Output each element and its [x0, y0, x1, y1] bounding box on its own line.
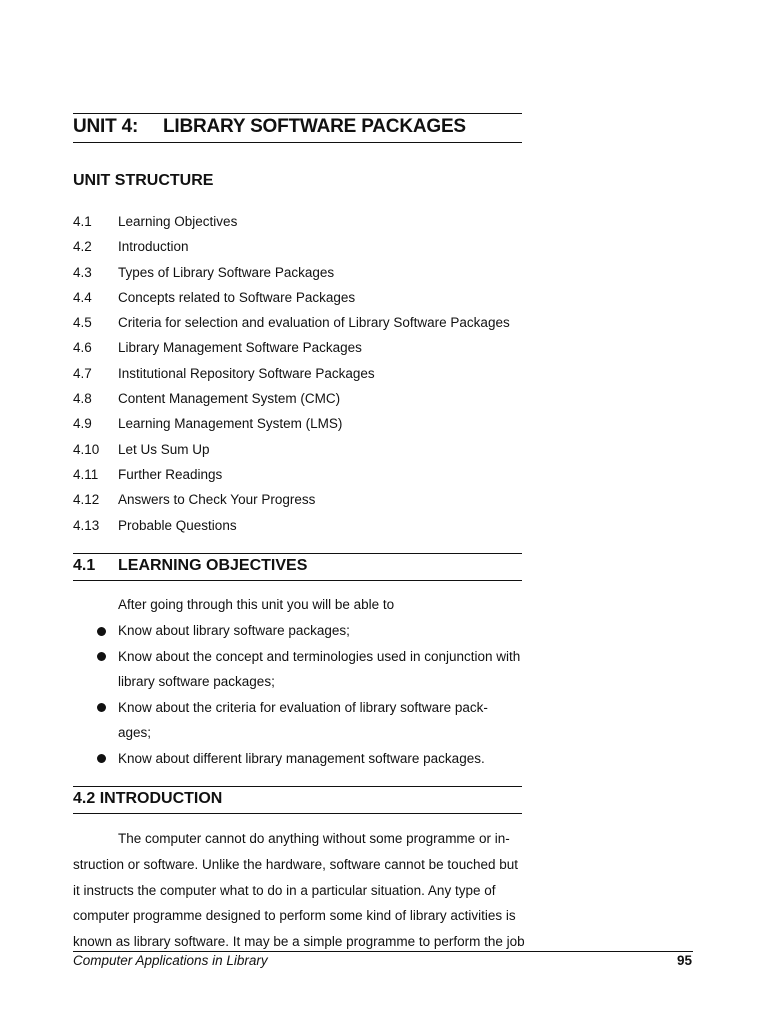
objective-item: Know about the concept and terminologies used in conjunction with library software packages;	[73, 644, 533, 695]
paragraph-line: The computer cannot do anything without some programme or in-	[118, 831, 510, 846]
objective-item: Know about different library management software packages.	[73, 746, 533, 772]
toc-item: 4.10 Let Us Sum Up	[73, 441, 210, 457]
bullet-icon	[97, 754, 106, 763]
objective-item: Know about library software packages;	[73, 618, 533, 644]
toc-item: 4.8 Content Management System (CMC)	[73, 391, 341, 407]
bullet-icon	[97, 627, 106, 636]
page-number: 95	[676, 953, 692, 968]
unit-number: UNIT 4:	[73, 116, 139, 137]
toc-item: 4.1 Learning Objectives	[73, 214, 238, 229]
toc-item: 4.7 Institutional Repository Software Packages	[73, 365, 375, 381]
introduction-rule-top	[73, 786, 522, 787]
unit-title	[73, 116, 466, 138]
toc-item: 4.6 Library Management Software Packages	[73, 340, 362, 356]
bullet-icon	[97, 652, 106, 661]
introduction-paragraph	[73, 826, 525, 955]
paragraph-line: struction or software. Unlike the hardware, software cannot be touched but	[73, 856, 518, 872]
footer-rule	[73, 951, 693, 952]
objective-item: Know about the criteria for evaluation of library software pack-ages;	[73, 695, 533, 746]
toc-item: 4.2 Introduction	[73, 239, 189, 255]
toc-item: 4.3 Types of Library Software Packages	[73, 264, 335, 280]
introduction-rule-bottom	[73, 813, 522, 814]
objectives-list	[73, 618, 533, 771]
bullet-icon	[97, 703, 106, 712]
title-rule-bottom	[73, 142, 522, 143]
paragraph-line: known as library software. It may be a simple programme to perform the job	[73, 934, 525, 950]
toc-item: 4.9 Learning Management System (LMS)	[73, 416, 343, 432]
toc-item: 4.11 Further Readings	[73, 466, 223, 482]
paragraph-line: it instructs the computer what to do in a particular situation. Any type of	[73, 882, 496, 898]
objectives-rule-bottom	[73, 580, 522, 581]
objectives-rule-top	[73, 553, 522, 554]
learning-objectives-heading: 4.1 LEARNING OBJECTIVES	[73, 557, 308, 574]
paragraph-line: computer programme designed to perform some kind of library activities is	[73, 908, 516, 924]
unit-title-text: LIBRARY SOFTWARE PACKAGES	[163, 116, 466, 137]
toc-item: 4.5 Criteria for selection and evaluation of Library Software Packages	[73, 315, 510, 331]
title-rule-top	[73, 113, 522, 114]
toc-item: 4.12 Answers to Check Your Progress	[73, 492, 316, 508]
toc-item: 4.4 Concepts related to Software Packages	[73, 289, 356, 305]
unit-structure-list	[73, 209, 533, 538]
footer-title: Computer Applications in Library	[73, 953, 268, 968]
unit-structure-heading: UNIT STRUCTURE	[73, 172, 214, 189]
introduction-heading: 4.2 INTRODUCTION	[73, 790, 223, 807]
toc-item: 4.13 Probable Questions	[73, 517, 237, 533]
objectives-intro: After going through this unit you will be able to	[118, 597, 395, 612]
